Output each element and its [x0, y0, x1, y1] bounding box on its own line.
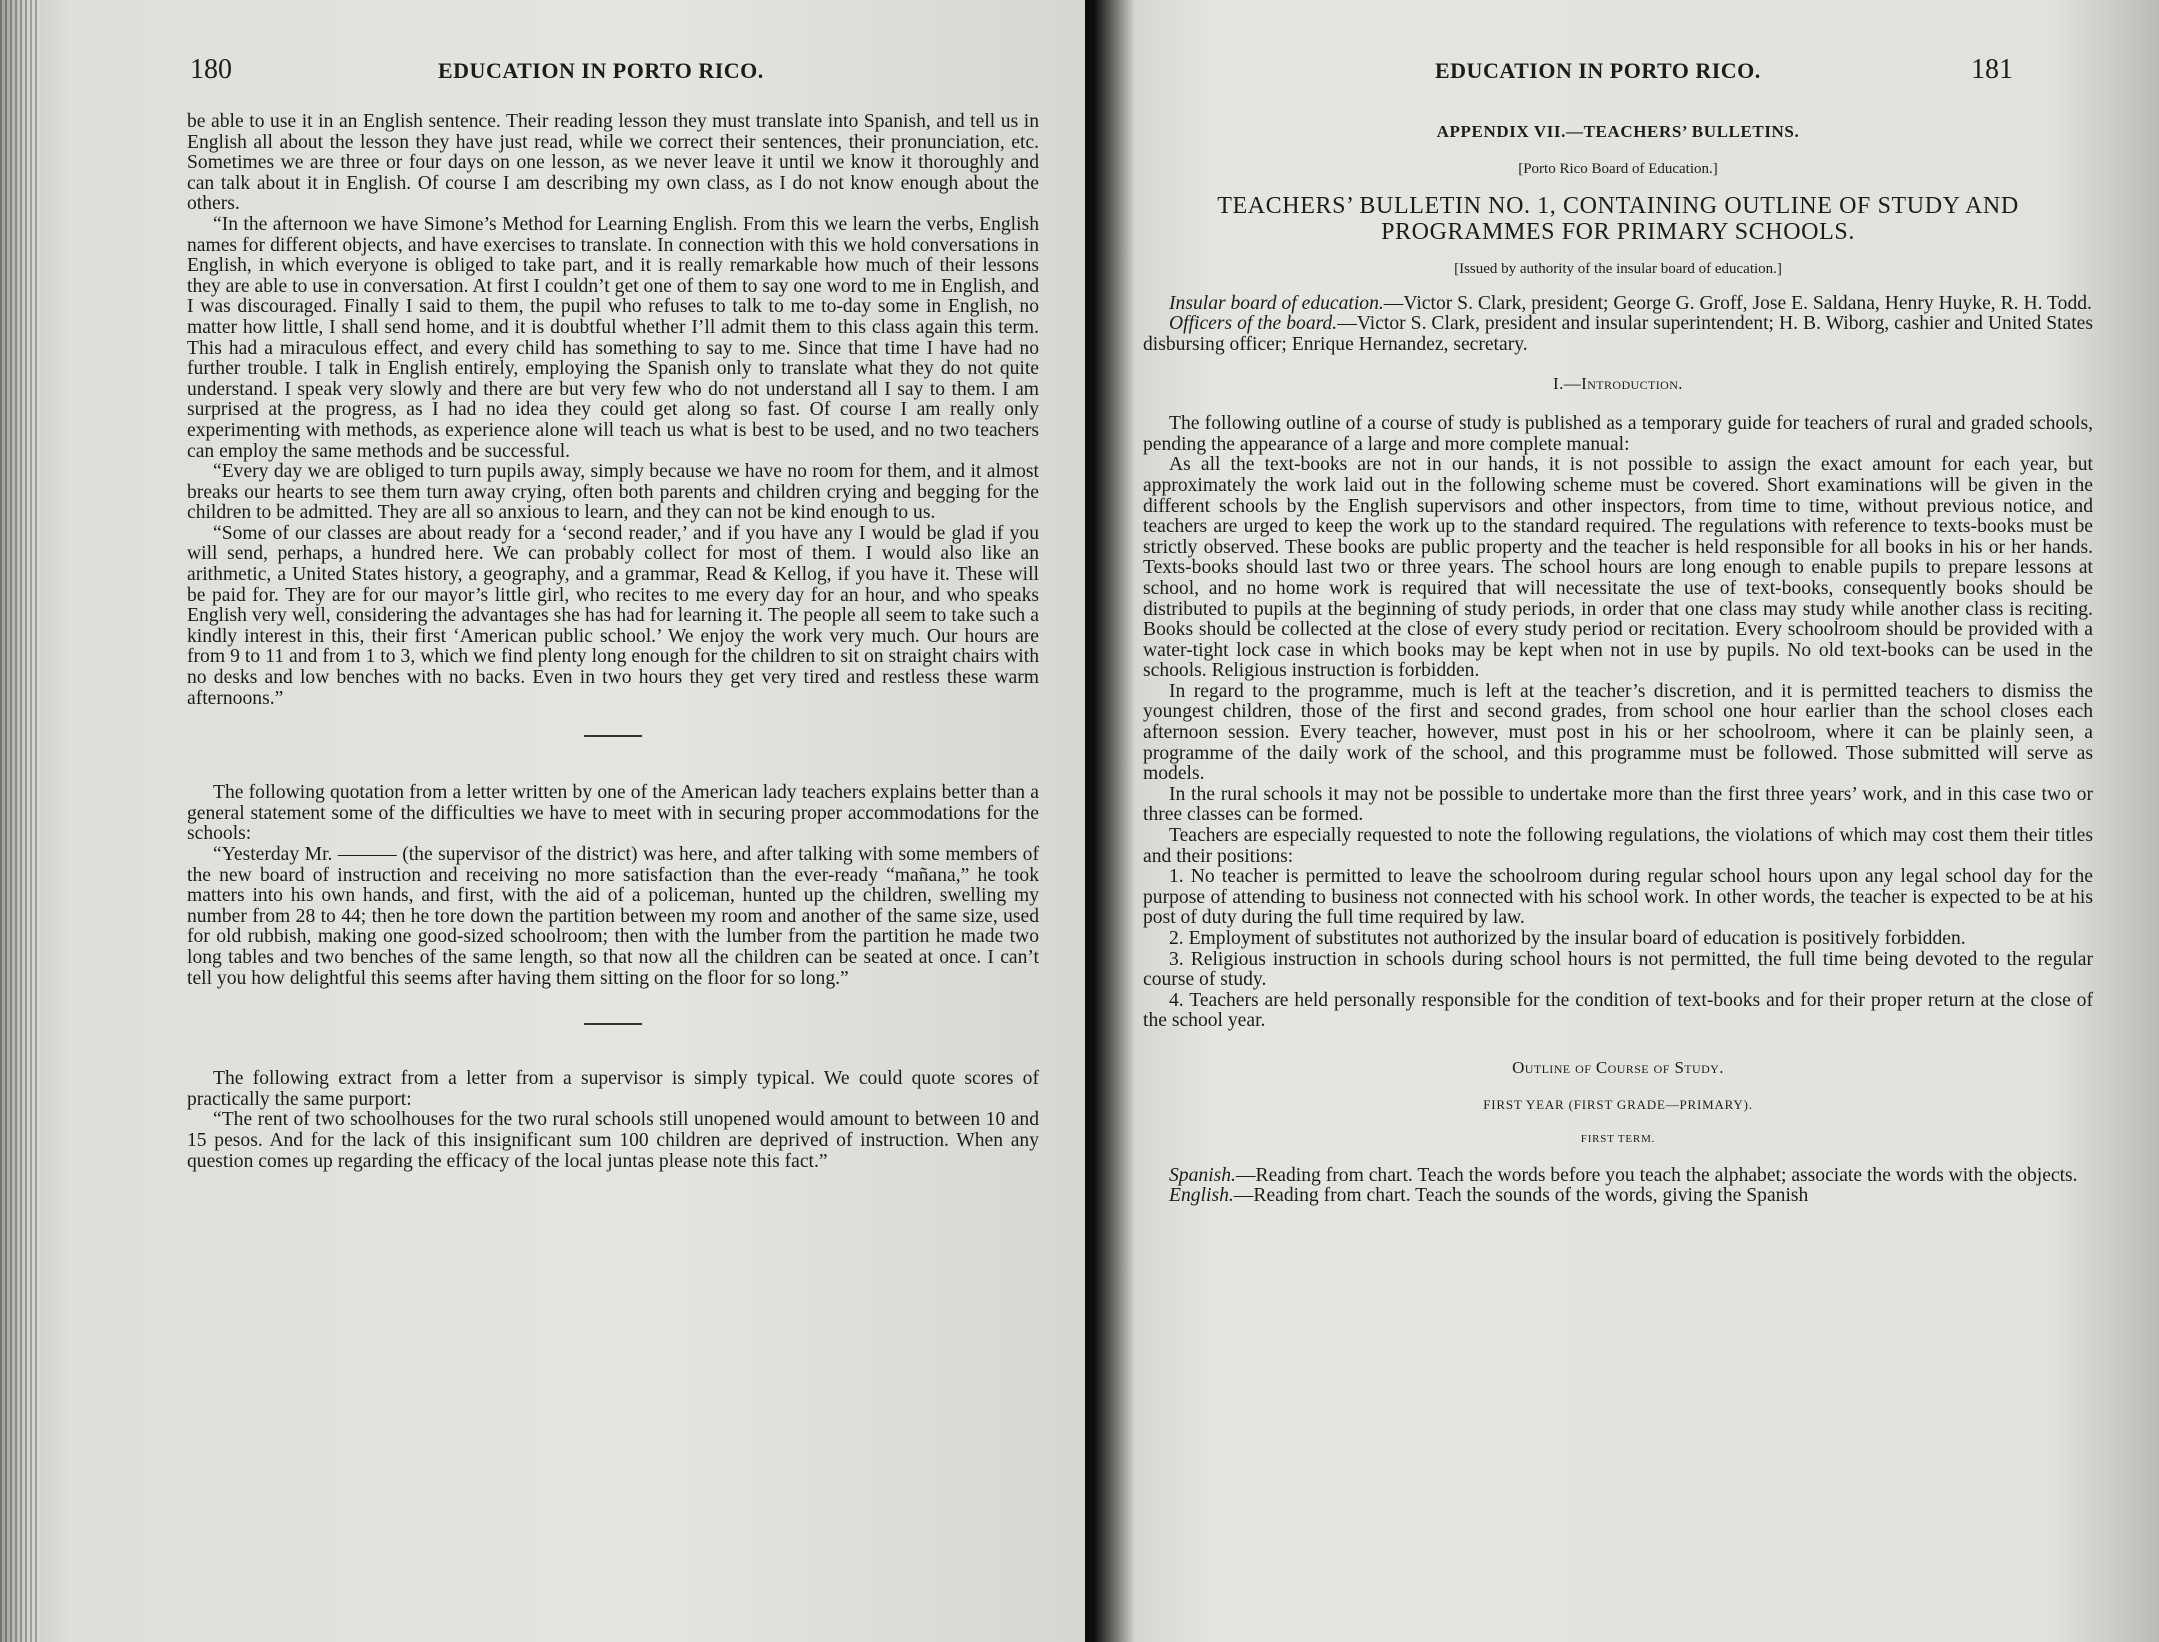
- paragraph: “Some of our classes are about ready for a ‘second reader,’ and if you have any I would be glad if you will send, perhaps, a hundred here. We can probably collect for most of them. I would also like an arithmetic, a United States history, a geography, and a grammar, Read & Kellog, if you have it. These will be paid for. They are for our mayor’s little girl, who recites to me every day for an hour, and who speaks English very well, considering the advantages she has had for learning it. The people all seem to take such a kindly interest in this, their first ‘American public school.’ We enjoy the work very much. Our hours are from 9 to 11 and from 1 to 3, which we find plenty long enough for the children to sit on straight chairs with no desks and low benches with no backs. Even in two hours they get very tired and restless these warm afternoons.”: [187, 522, 1039, 709]
- paragraph: In the rural schools it may not be possible to undertake more than the first three years’ work, and in this case two or three classes can be formed.: [1143, 783, 2093, 826]
- appendix-title: APPENDIX VII.—TEACHERS’ BULLETINS.: [1436, 122, 1800, 141]
- insular-board-paragraph: [1143, 294, 2093, 315]
- paragraph: “The rent of two schoolhouses for the two rural schools still unopened would amount to between 10 and 15 pesos. And for the lack of this insignificant sum 100 children are deprived of instruction. When any question comes up regarding the efficacy of the local juntas please note this fact.”: [187, 1109, 1039, 1172]
- spanish-paragraph: [1143, 1166, 2093, 1187]
- officers-paragraph: [1143, 314, 2093, 355]
- section-heading: I.—Introduction.: [1553, 373, 1683, 393]
- paragraph: As all the text-books are not in our hands, it is not possible to assign the exact amount for each year, but approximately the work laid out in the following scheme must be covered. Short examinations will be given in the different schools by the English supervisors and other inspectors, from time to time, without previous notice, and teachers are urged to keep the work up to the standard required. The regulations with reference to texts-books must be strictly observed. These books are public property and the teacher is held responsible for all books in his or her hands. Texts-books should last two or three years. The school hours are long enough to enable pupils to prepare lessons at school, and no home work is required that will necessitate the use of text-books, consequently books should be distributed to pupils at the beginning of study periods, in order that one class may study while another class is reciting. Books should be collected at the close of every study period or recitation. Every schoolroom should be provided with a water-tight lock case in which books may be kept when not in use by pupils. No old text-books can be used in the schools. Religious instruction is forbidden.: [1143, 454, 2093, 682]
- paragraph: “Every day we are obliged to turn pupils away, simply because we have no room for them, and it almost breaks our hearts to see them turn away crying, often both parents and children crying and begging for the children to be admitted. They are all so anxious to learn, and they can not be kind enough to us.: [187, 461, 1039, 524]
- officers-label: Officers of the board.: [1169, 313, 1338, 335]
- paragraph: The following quotation from a letter written by one of the American lady teachers explains better than a general statement some of the difficulties we have to meet with in securing proper accommodations for the schools:: [187, 782, 1039, 845]
- spanish-text: —Reading from chart. Teach the words before you teach the alphabet; associate the words with the objects.: [1235, 1164, 2078, 1186]
- officers-text: —Victor S. Clark, president and insular superintendent; H. B. Wiborg, cashier and United States disbursing officer; Enrique Hernandez, secretary.: [1143, 313, 2093, 355]
- regulation-item: 4. Teachers are held personally responsible for the condition of text-books and for their proper return at the close of the school year.: [1143, 989, 2093, 1032]
- right-page: [1095, 0, 2159, 1642]
- page-edge-shading: [0, 0, 40, 1642]
- paragraph: “In the afternoon we have Simone’s Method for Learning English. From this we learn the verbs, English names for different objects, and have exercises to translate. In connection with this we hold conversations in English, in which everyone is obliged to take part, and it is really remarkable how much of their lessons they are able to use in conversation. At first I couldn’t get one of them to say one word to me in English, and I was discouraged. Finally I said to them, the pupil who refuses to talk to me to-day some in English, no matter how little, I shall send home, and it is doubtful whether I’ll admit them to this class again this term. This had a miraculous effect, and every child has something to say to me. Since that time I have had no further trouble. I talk in English entirely, employing the Spanish only to translate what they do not quite understand. I speak very slowly and there are but very few who do not understand all I say to them. I am surprised at the progress, as I had no idea they could get along so fast. Of course I am really only experimenting with methods, as experience alone will teach us what is best to be used, and no two teachers can employ the same methods and be successful.: [187, 213, 1039, 462]
- paragraph: In regard to the programme, much is left at the teacher’s discretion, and it is permitted teachers to dismiss the youngest children, those of the first and second grades, from school one hour earlier than the school closes each afternoon session. Every teacher, however, must post in his or her schoolroom, where it can be plainly seen, a programme of the daily work of the school, and this programme must be followed. Those submitted will serve as models.: [1143, 680, 2093, 785]
- english-paragraph: [1143, 1186, 2093, 1207]
- regulation-item: 1. No teacher is permitted to leave the schoolroom during regular school hours upon any legal school day for the purpose of attending to business not connected with his school work. In other words, the teacher is expected to be at his post of duty during the full time required by law.: [1143, 866, 2093, 929]
- insular-board-label: Insular board of education.: [1169, 292, 1384, 314]
- spanish-label: Spanish.: [1169, 1164, 1236, 1186]
- running-head: EDUCATION IN PORTO RICO.: [1435, 58, 1761, 83]
- term-heading: FIRST TERM.: [1580, 1133, 1656, 1146]
- page-number: 180: [190, 54, 232, 85]
- running-head: EDUCATION IN PORTO RICO.: [438, 58, 764, 83]
- issued-note: [Issued by authority of the insular board of education.]: [1454, 261, 1782, 278]
- right-body-text: [1143, 122, 2093, 1207]
- outline-heading: Outline of Course of Study.: [1512, 1057, 1724, 1077]
- paragraph: Teachers are especially requested to note the following regulations, the violations of which may cost them their titles and their positions:: [1143, 825, 2093, 867]
- bulletin-title: TEACHERS’ BULLETIN NO. 1, CONTAINING OUTLINE OF STUDY AND PROGRAMMES FOR PRIMARY SCHOOLS.: [1217, 193, 2019, 246]
- left-body-text: [187, 112, 1039, 1172]
- regulation-item: 2. Employment of substitutes not authorized by the insular board of education is positively forbidden.: [1169, 928, 1966, 949]
- regulation-item: 3. Religious instruction in schools during school hours is not permitted, the full time being devoted to the regular course of study.: [1143, 948, 2093, 991]
- paragraph: be able to use it in an English sentence. Their reading lesson they must translate into Spanish, and tell us in English all about the lesson they have just read, while we correct their sentences, their pronunciation, etc. Sometimes we are three or four days on one lesson, as we never leave it until we know it thoroughly and can talk about it in English. Of course I am describing my own class, as I do not know enough about the others.: [187, 111, 1039, 215]
- paragraph: The following extract from a letter from a supervisor is simply typical. We could quote scores of practically the same purport:: [187, 1068, 1039, 1110]
- insular-board-text: —Victor S. Clark, president; George G. Groff, Jose E. Saldana, Henry Huyke, R. H. Todd.: [1383, 292, 2092, 314]
- board-note: [Porto Rico Board of Education.]: [1518, 160, 1718, 177]
- english-label: English.: [1169, 1185, 1234, 1207]
- page-number: 181: [1971, 54, 2013, 85]
- english-text: —Reading from chart. Teach the sounds of the words, giving the Spanish: [1233, 1185, 1809, 1207]
- year-heading: FIRST YEAR (FIRST GRADE—PRIMARY).: [1483, 1096, 1753, 1112]
- paragraph: The following outline of a course of study is published as a temporary guide for teachers of rural and graded schools, pending the appearance of a large and more complete manual:: [1143, 413, 2093, 455]
- paragraph: “Yesterday Mr. ——— (the supervisor of the district) was here, and after talking with some members of the new board of instruction and receiving no more satisfaction than the ever-ready “mañana,” he took matters into his own hands, and first, with the aid of a policeman, hunted up the children, swelling my number from 28 to 44; then he tore down the partition between my room and another of the same size, used for old rubbish, making one good-sized schoolroom; then with the lumber from the partition he made two long tables and two benches of the same length, so that now all the children can be seated at once. I can’t tell you how delightful this seems after having them sitting on the floor for so long.”: [187, 844, 1039, 989]
